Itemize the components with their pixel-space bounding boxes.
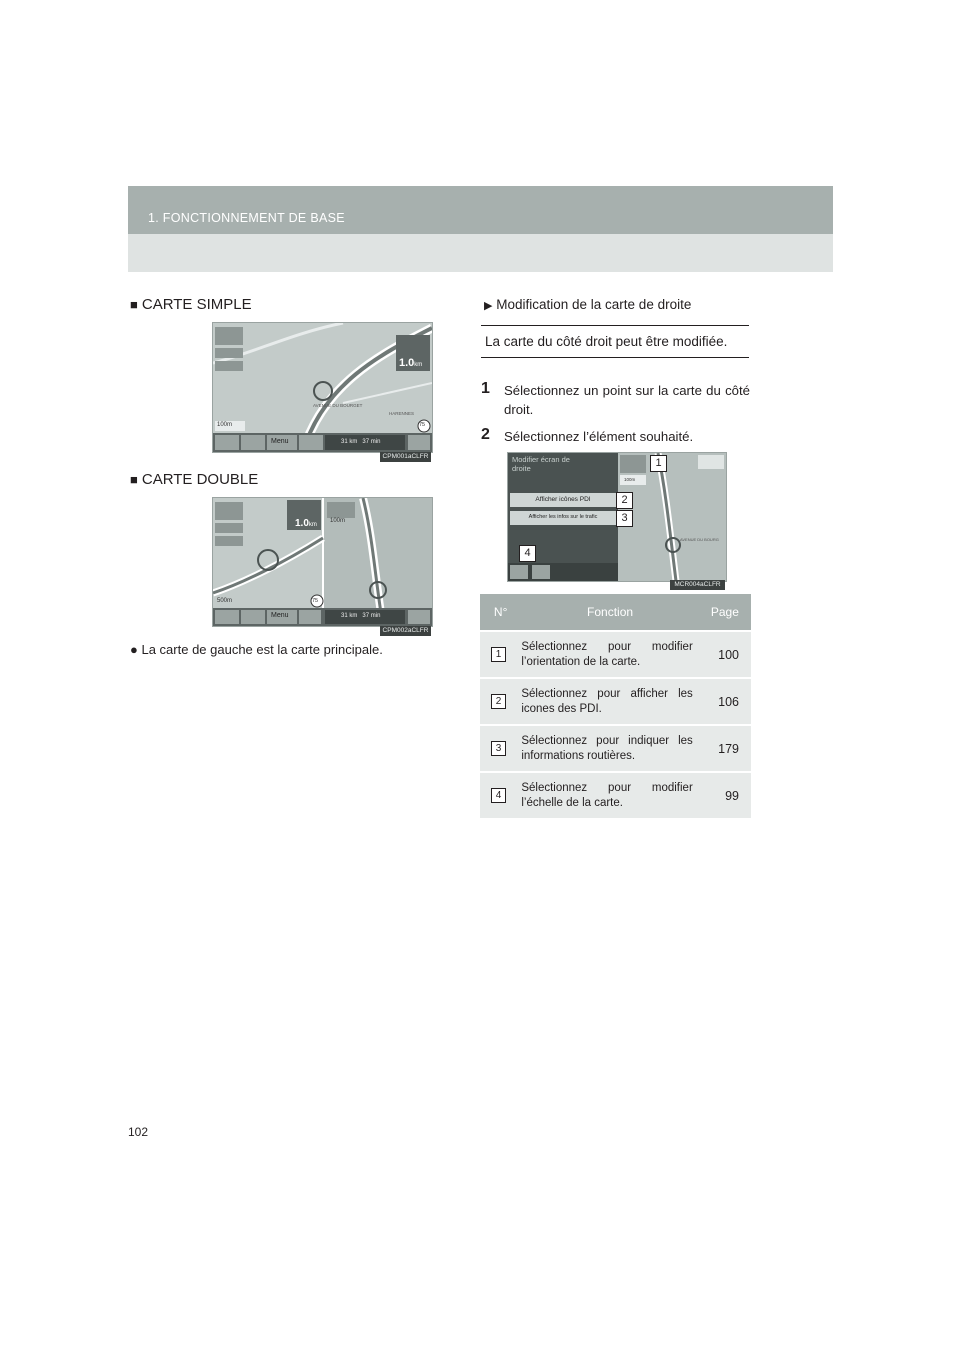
modify-screen-title: Modifier écran de droite <box>512 455 570 473</box>
double-menu-button: Menu <box>271 612 289 619</box>
row-number: 1 <box>491 647 506 662</box>
header-number: N° <box>480 594 521 631</box>
double-route-number: 75 <box>312 598 319 604</box>
row-number: 2 <box>491 694 506 709</box>
double-map-graphic <box>213 498 432 626</box>
simple-trip-info: 31 km 37 min <box>341 439 381 445</box>
bullet-icon: ● <box>130 642 138 657</box>
table-header-row <box>480 594 751 631</box>
simple-street-label: AVENUE DU BOURGET <box>313 403 363 408</box>
callout-4: 4 <box>519 545 536 562</box>
callout-2: 2 <box>616 492 633 509</box>
simple-menu-button: Menu <box>271 438 289 445</box>
subheading-modification: ▶ Modification de la carte de droite <box>484 297 692 312</box>
double-scale-left: 500m <box>217 598 233 604</box>
header-subband <box>128 234 833 272</box>
double-trip-info: 31 km 37 min <box>341 613 381 619</box>
btn-afficher-pdi: Afficher icônes PDI <box>535 496 591 503</box>
modify-street-label: AVENUE DU BOURG <box>680 537 719 542</box>
simple-scale: 100m <box>217 422 233 428</box>
modify-scale: 100m <box>624 477 636 482</box>
heading-carte-simple: ■ CARTE SIMPLE <box>130 296 252 313</box>
step-number: 1 <box>481 380 490 397</box>
callout-1: 1 <box>650 455 667 472</box>
simple-map-graphic <box>213 323 432 452</box>
heading-carte-double: ■ CARTE DOUBLE <box>130 471 259 488</box>
row-description: Sélectionnez pour indiquer les informations routières. <box>521 725 698 772</box>
simple-place-label: HARENNES <box>389 411 415 416</box>
table-row <box>480 725 751 772</box>
table-row <box>480 631 751 678</box>
step-text: Sélectionnez l’élément souhaité. <box>504 429 694 444</box>
callout-3: 3 <box>616 510 633 527</box>
btn-afficher-trafic: Afficher les infos sur le trafic <box>528 514 598 520</box>
row-page: 106 <box>699 678 751 725</box>
square-marker-icon: ■ <box>130 472 138 487</box>
row-number: 4 <box>491 788 506 803</box>
simple-map-code: CPM001aCLFR <box>380 452 431 462</box>
bullet-main-map: ● La carte de gauche est la carte principale. <box>130 642 383 657</box>
header-function: Fonction <box>521 594 698 631</box>
step-number: 2 <box>481 426 490 443</box>
function-table <box>480 594 751 818</box>
header-band <box>128 186 833 234</box>
section-title: 1. FONCTIONNEMENT DE BASE <box>148 211 345 225</box>
row-description: Sélectionnez pour modifier l’échelle de la carte. <box>521 772 698 818</box>
simple-map-screenshot <box>212 322 433 453</box>
info-box: La carte du côté droit peut être modifiée. <box>481 325 749 358</box>
row-page: 99 <box>699 772 751 818</box>
table-row <box>480 678 751 725</box>
row-description: Sélectionnez pour modifier l’orientation de la carte. <box>521 631 698 678</box>
simple-distance: 1.0km <box>399 357 423 369</box>
double-distance: 1.0km <box>295 518 317 529</box>
row-page: 100 <box>699 631 751 678</box>
step-1 <box>481 381 751 421</box>
modify-screen-code: MCR004aCLFR <box>670 580 725 590</box>
row-page: 179 <box>699 725 751 772</box>
row-description: Sélectionnez pour afficher les icones des PDI. <box>521 678 698 725</box>
step-2 <box>481 427 751 447</box>
triangle-marker-icon: ▶ <box>484 300 493 312</box>
table-row <box>480 772 751 818</box>
double-scale-right: 100m <box>330 518 346 524</box>
double-map-code: CPM002aCLFR <box>380 626 431 636</box>
row-number: 3 <box>491 741 506 756</box>
double-map-screenshot <box>212 497 433 627</box>
header-page: Page <box>699 594 751 631</box>
square-marker-icon: ■ <box>130 297 138 312</box>
step-text: Sélectionnez un point sur la carte du côté droit. <box>504 383 750 417</box>
simple-route-number: 75 <box>419 422 426 428</box>
page-number: 102 <box>128 1125 149 1139</box>
